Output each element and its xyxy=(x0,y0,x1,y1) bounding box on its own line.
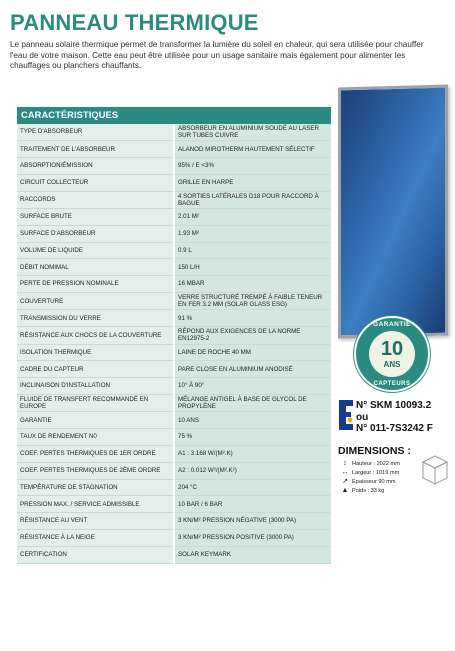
page-title: PANNEAU THERMIQUE xyxy=(10,10,259,35)
table-heading: CARACTÉRISTIQUES xyxy=(17,107,331,124)
box-dimensions-icon xyxy=(420,452,450,490)
table-row xyxy=(17,158,331,175)
table-row xyxy=(17,445,331,462)
table-row xyxy=(17,529,331,546)
spec-label: CIRCUIT COLLECTEUR xyxy=(17,174,174,191)
spec-label: TRANSMISSION DU VERRE xyxy=(17,310,174,327)
spec-label: PERTE DE PRESSION NOMINALE xyxy=(17,276,174,293)
dimension-width: ↔ Largeur : 1019 mm xyxy=(338,468,450,477)
spec-label: TYPE D'ABSORBEUR xyxy=(17,124,174,141)
spec-label: TRAITEMENT DE L'ABSORBEUR xyxy=(17,141,174,158)
table-row xyxy=(17,174,331,191)
cert-or: ou xyxy=(356,411,369,423)
table-row xyxy=(17,429,331,446)
spec-value: PARE CLOSE EN ALUMINIUM ANODISÉ xyxy=(174,361,331,378)
table-row xyxy=(17,225,331,242)
table-row xyxy=(17,479,331,496)
spec-value: A2 : 0.012 W²/(M².K²) xyxy=(174,462,331,479)
spec-value: 0.9 L xyxy=(174,242,331,259)
spec-label: TAUX DE RENDEMENT N0 xyxy=(17,429,174,446)
badge-top-label: GARANTIE xyxy=(373,321,411,328)
table-row xyxy=(17,191,331,208)
spec-value: 95% / E <3% xyxy=(174,158,331,175)
table-header-row xyxy=(17,107,331,124)
spec-value: 3 KN/M² PRESSION POSITIVE (3000 PA) xyxy=(174,529,331,546)
spec-value: GRILLE EN HARPE xyxy=(174,174,331,191)
table-row xyxy=(17,496,331,513)
certification-numbers xyxy=(356,400,433,435)
spec-label: CADRE DU CAPTEUR xyxy=(17,361,174,378)
spec-label: SURFACE D'ABSORBEUR xyxy=(17,225,174,242)
table-row xyxy=(17,242,331,259)
table-row xyxy=(17,209,331,226)
table-row xyxy=(17,310,331,327)
table-row xyxy=(17,276,331,293)
table-row xyxy=(17,259,331,276)
spec-value: 91 % xyxy=(174,310,331,327)
thickness-icon: ↗ xyxy=(342,478,348,485)
table-row xyxy=(17,361,331,378)
spec-label: CERTIFICATION xyxy=(17,546,174,563)
spec-label: RÉSISTANCE AUX CHOCS DE LA COUVERTURE xyxy=(17,327,174,344)
spec-label: PRESSION MAX. / SERVICE ADMISSIBLE xyxy=(17,496,174,513)
dimension-weight: ▲ Poids : 33 kg xyxy=(338,486,450,495)
spec-value: 4 SORTIES LATÉRALES D18 POUR RACCORD À BAGUE xyxy=(174,191,331,208)
spec-value: 10° À 90° xyxy=(174,378,331,395)
spec-value: LAINE DE ROCHE 40 MM xyxy=(174,344,331,361)
table-row xyxy=(17,546,331,563)
height-arrow-icon: ↕ xyxy=(343,460,347,467)
badge-number: 10 xyxy=(380,338,404,360)
spec-label: TEMPÉRATURE DE STAGNATION xyxy=(17,479,174,496)
spec-label: ISOLATION THERMIQUE xyxy=(17,344,174,361)
spec-value: A1 : 3.168 W/(M².K) xyxy=(174,445,331,462)
spec-value: 204 °C xyxy=(174,479,331,496)
badge-bottom-label: CAPTEURS xyxy=(373,381,411,387)
spec-value: ABSORBEUR EN ALUMINIUM SOUDÉ AU LASER SUR TUBES CUIVRE xyxy=(174,124,331,141)
badge-center xyxy=(369,331,415,377)
spec-value: 150 L/H xyxy=(174,259,331,276)
spec-value: SOLAR KEYMARK xyxy=(174,546,331,563)
spec-label: VOLUME DE LIQUIDE xyxy=(17,242,174,259)
spec-value: RÉPOND AUX EXIGENCES DE LA NORME EN12975-2 xyxy=(174,327,331,344)
intro-text: Le panneau solaire thermique permet de transformer la lumière du soleil en chaleur, qui sera utilisée pour chauffer l'eau de votre maison. Cette eau peut être utilisée pour un usage sanitaire mais également pour alimenter les chauffages ou planchers chauffants. xyxy=(10,40,424,71)
dimensions-title: DIMENSIONS : xyxy=(338,445,411,457)
table-body xyxy=(17,124,331,563)
spec-label: COEF. PERTES THERMIQUES DE 2ÈME ORDRE xyxy=(17,462,174,479)
spec-label: ABSORPTION/ÉMISSION xyxy=(17,158,174,175)
spec-label: RÉSISTANCE À LA NEIGE xyxy=(17,529,174,546)
spec-value: 2.01 M² xyxy=(174,209,331,226)
spec-label: COUVERTURE xyxy=(17,292,174,309)
keymark-logo-icon xyxy=(338,398,354,432)
cert-number-1: N° SKM 10093.2 xyxy=(356,400,432,411)
spec-value: 10 ANS xyxy=(174,412,331,429)
spec-label: RÉSISTANCE AU VENT xyxy=(17,513,174,530)
dimension-height: ↕ Hauteur : 2022 mm xyxy=(338,459,450,468)
spec-value: VERRE STRUCTURÉ TREMPÉ À FAIBLE TENEUR EN FER 3.2 MM (SOLAR GLASS ESG) xyxy=(174,292,331,309)
table-row xyxy=(17,394,331,411)
table-row xyxy=(17,124,331,141)
spec-value: 3 KN/M² PRESSION NÉGATIVE (3000 PA) xyxy=(174,513,331,530)
spec-label: COEF. PERTES THERMIQUES DE 1ER ORDRE xyxy=(17,445,174,462)
cert-number-2: N° 011-7S3242 F xyxy=(356,423,433,434)
table-row xyxy=(17,141,331,158)
table-row xyxy=(17,327,331,344)
spec-value: 16 MBAR xyxy=(174,276,331,293)
spec-value: 10 BAR / 6 BAR xyxy=(174,496,331,513)
table-row xyxy=(17,462,331,479)
specifications-table xyxy=(17,107,331,564)
table-row xyxy=(17,412,331,429)
badge-unit: ANS xyxy=(383,360,401,369)
table-row xyxy=(17,378,331,395)
solar-panel-image xyxy=(338,85,448,339)
spec-value: 1.93 M² xyxy=(174,225,331,242)
spec-label: SURFACE BRUTE xyxy=(17,209,174,226)
table-row xyxy=(17,513,331,530)
weight-icon: ▲ xyxy=(341,487,349,494)
warranty-badge xyxy=(354,316,430,392)
spec-value: MÉLANGE ANTIGEL À BASE DE GLYCOL DE PROPYLÈNE xyxy=(174,394,331,411)
table-row xyxy=(17,292,331,309)
width-arrow-icon: ↔ xyxy=(341,469,349,476)
spec-label: GARANTIE xyxy=(17,412,174,429)
table-row xyxy=(17,344,331,361)
dimension-thickness: ↗ Épaisseur 90 mm xyxy=(338,477,450,486)
spec-value: 75 % xyxy=(174,429,331,446)
spec-label: RACCORDS xyxy=(17,191,174,208)
spec-label: INCLINAISON D'INSTALLATION xyxy=(17,378,174,395)
spec-value: ALANOD MIROTHERM HAUTEMENT SÉLECTIF xyxy=(174,141,331,158)
spec-label: FLUIDE DE TRANSFERT RECOMMANDÉ EN EUROPE xyxy=(17,394,174,411)
spec-label: DÉBIT NOMIMAL xyxy=(17,259,174,276)
